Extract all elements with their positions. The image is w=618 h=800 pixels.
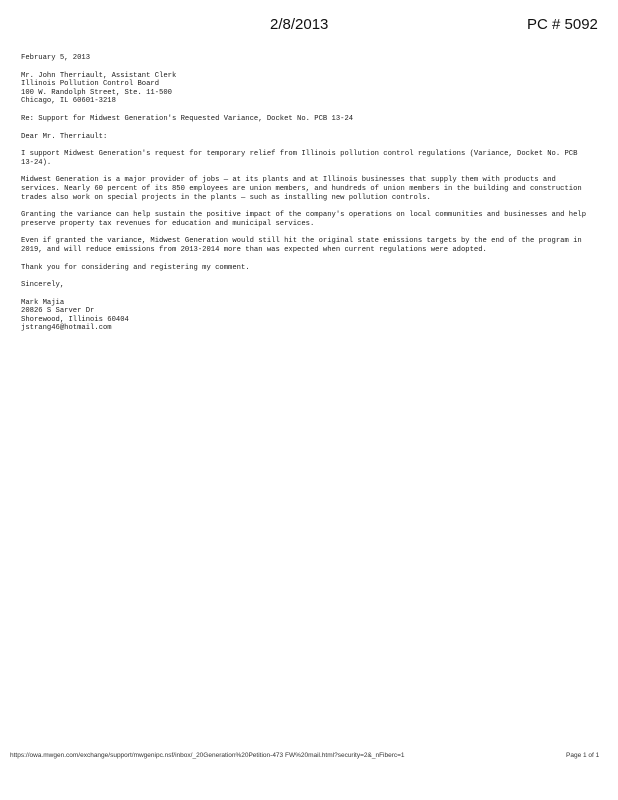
- public-comment-number: PC # 5092: [527, 16, 598, 33]
- subject-line: Re: Support for Midwest Generation's Requested Variance, Docket No. PCB 13-24: [21, 114, 354, 123]
- signature-name: Mark Majia: [21, 298, 65, 307]
- signature-block: [21, 299, 591, 333]
- body-paragraph: Thank you for considering and registering my comment.: [21, 263, 250, 272]
- signature-email: jstrang46@hotmail.com: [21, 324, 112, 333]
- recipient-line: Illinois Pollution Control Board: [21, 80, 160, 89]
- body-paragraph: Even if granted the variance, Midwest Generation would still hit the original state emissions targets by the end of the program in 2019, and will reduce emissions from 2013-2014 more than was expected when current regulations were adopted.: [21, 237, 582, 254]
- signature-address: 20826 S Sarver Dr: [21, 307, 95, 316]
- recipient-block: [21, 72, 591, 106]
- footer-url: https://owa.mwgen.com/exchange/support/mwgenipc.nsf/inbox/_20Generation%20Petition-473 FW%20mail.html?security=2&_nFiberc=1: [10, 752, 405, 759]
- closing: Sincerely,: [21, 281, 65, 290]
- letter-body: [21, 54, 591, 333]
- body-paragraph: Midwest Generation is a major provider of jobs — at its plants and at Illinois businesses that supply them with products and services. Nearly 60 percent of its 850 employees are union members, and hundreds of union members in the building and construction trades also work on special projects in the plants — such as installing new pollution controls.: [21, 176, 582, 202]
- recipient-line: 100 W. Randolph Street, Ste. 11-500: [21, 88, 172, 97]
- letter-date: February 5, 2013: [21, 54, 91, 62]
- recipient-line: Chicago, IL 60601-3218: [21, 97, 116, 106]
- body-paragraph: I support Midwest Generation's request for temporary relief from Illinois pollution control regulations (Variance, Docket No. PCB 13-24).: [21, 150, 578, 167]
- body-paragraph: Granting the variance can help sustain the positive impact of the company's operations on local communities and businesses and help preserve property tax revenues for education and municipal services.: [21, 211, 587, 228]
- fax-date-stamp: 2/8/2013: [270, 16, 329, 33]
- footer-page-number: Page 1 of 1: [566, 752, 600, 759]
- signature-city: Shorewood, Illinois 60404: [21, 315, 129, 324]
- recipient-line: Mr. John Therriault, Assistant Clerk: [21, 71, 177, 80]
- salutation: Dear Mr. Therriault:: [21, 132, 108, 141]
